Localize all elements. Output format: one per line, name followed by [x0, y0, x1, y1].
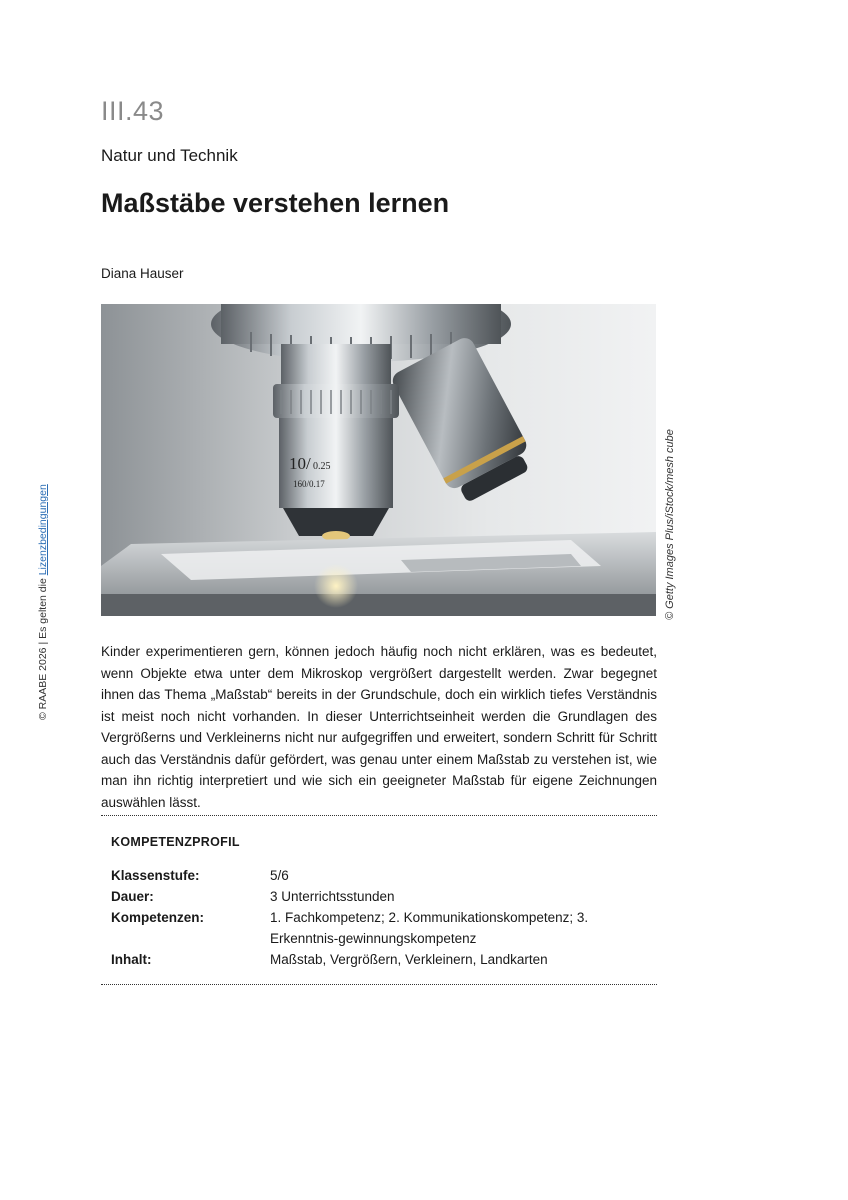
divider-top	[101, 815, 657, 816]
license-prefix: © RAABE 2026 | Es gelten die	[37, 575, 49, 720]
profile-label: Inhalt:	[111, 952, 152, 967]
objective-label-na: 0.25	[313, 461, 331, 472]
profile-label: Klassenstufe:	[111, 868, 200, 883]
divider-bottom	[101, 984, 657, 985]
profile-value: Maßstab, Vergrößern, Verkleinern, Landkarten	[270, 952, 548, 967]
intro-paragraph: Kinder experimentieren gern, können jedoch häufig noch nicht erklären, was es bedeutet, wenn Objekte etwa unter dem Mikroskop vergrößert dargestellt werden. Zwar begegnet ihnen das Thema „Maßstab“ bereits in der Grundschule, doch ein wirklich tiefes Verständnis ist meist noch nicht vorhanden. In dieser Unterrichtseinheit werden die Grundlagen des Vergrößerns und Verkleinerns nicht nur aufgegriffen und erweitert, sondern Schritt für Schritt auch das Verständnis dafür gefördert, was genau unter einem Maßstab zu verstehen ist, wie man ihn richtig interpretiert und wie sich ein geeigneter Maßstab für eigene Zeichnungen auswählen lässt.	[101, 644, 657, 810]
subject-heading: Natur und Technik	[101, 146, 238, 165]
objective-label-tube: 160/0.17	[293, 479, 325, 489]
section-number: III.43	[101, 96, 165, 126]
profile-label: Dauer:	[111, 889, 154, 904]
author-name: Diana Hauser	[101, 266, 184, 281]
page-title: Maßstäbe verstehen lernen	[101, 188, 450, 218]
profile-heading: KOMPETENZPROFIL	[111, 835, 240, 849]
license-link[interactable]: Lizenzbedingungen	[37, 484, 49, 576]
license-notice	[37, 484, 49, 720]
profile-value: 5/6	[270, 868, 289, 883]
microscope-photo	[101, 304, 656, 616]
profile-value: 3 Unterrichtsstunden	[270, 889, 395, 904]
profile-value: 1. Fachkompetenz; 2. Kommunikationskompetenz; 3. Erkenntnis-gewinnungskompetenz	[270, 910, 589, 946]
objective-label-main: 10/	[289, 454, 311, 473]
profile-label: Kompetenzen:	[111, 910, 205, 925]
photo-credit: © Getty Images Plus/iStock/mesh cube	[664, 429, 676, 620]
